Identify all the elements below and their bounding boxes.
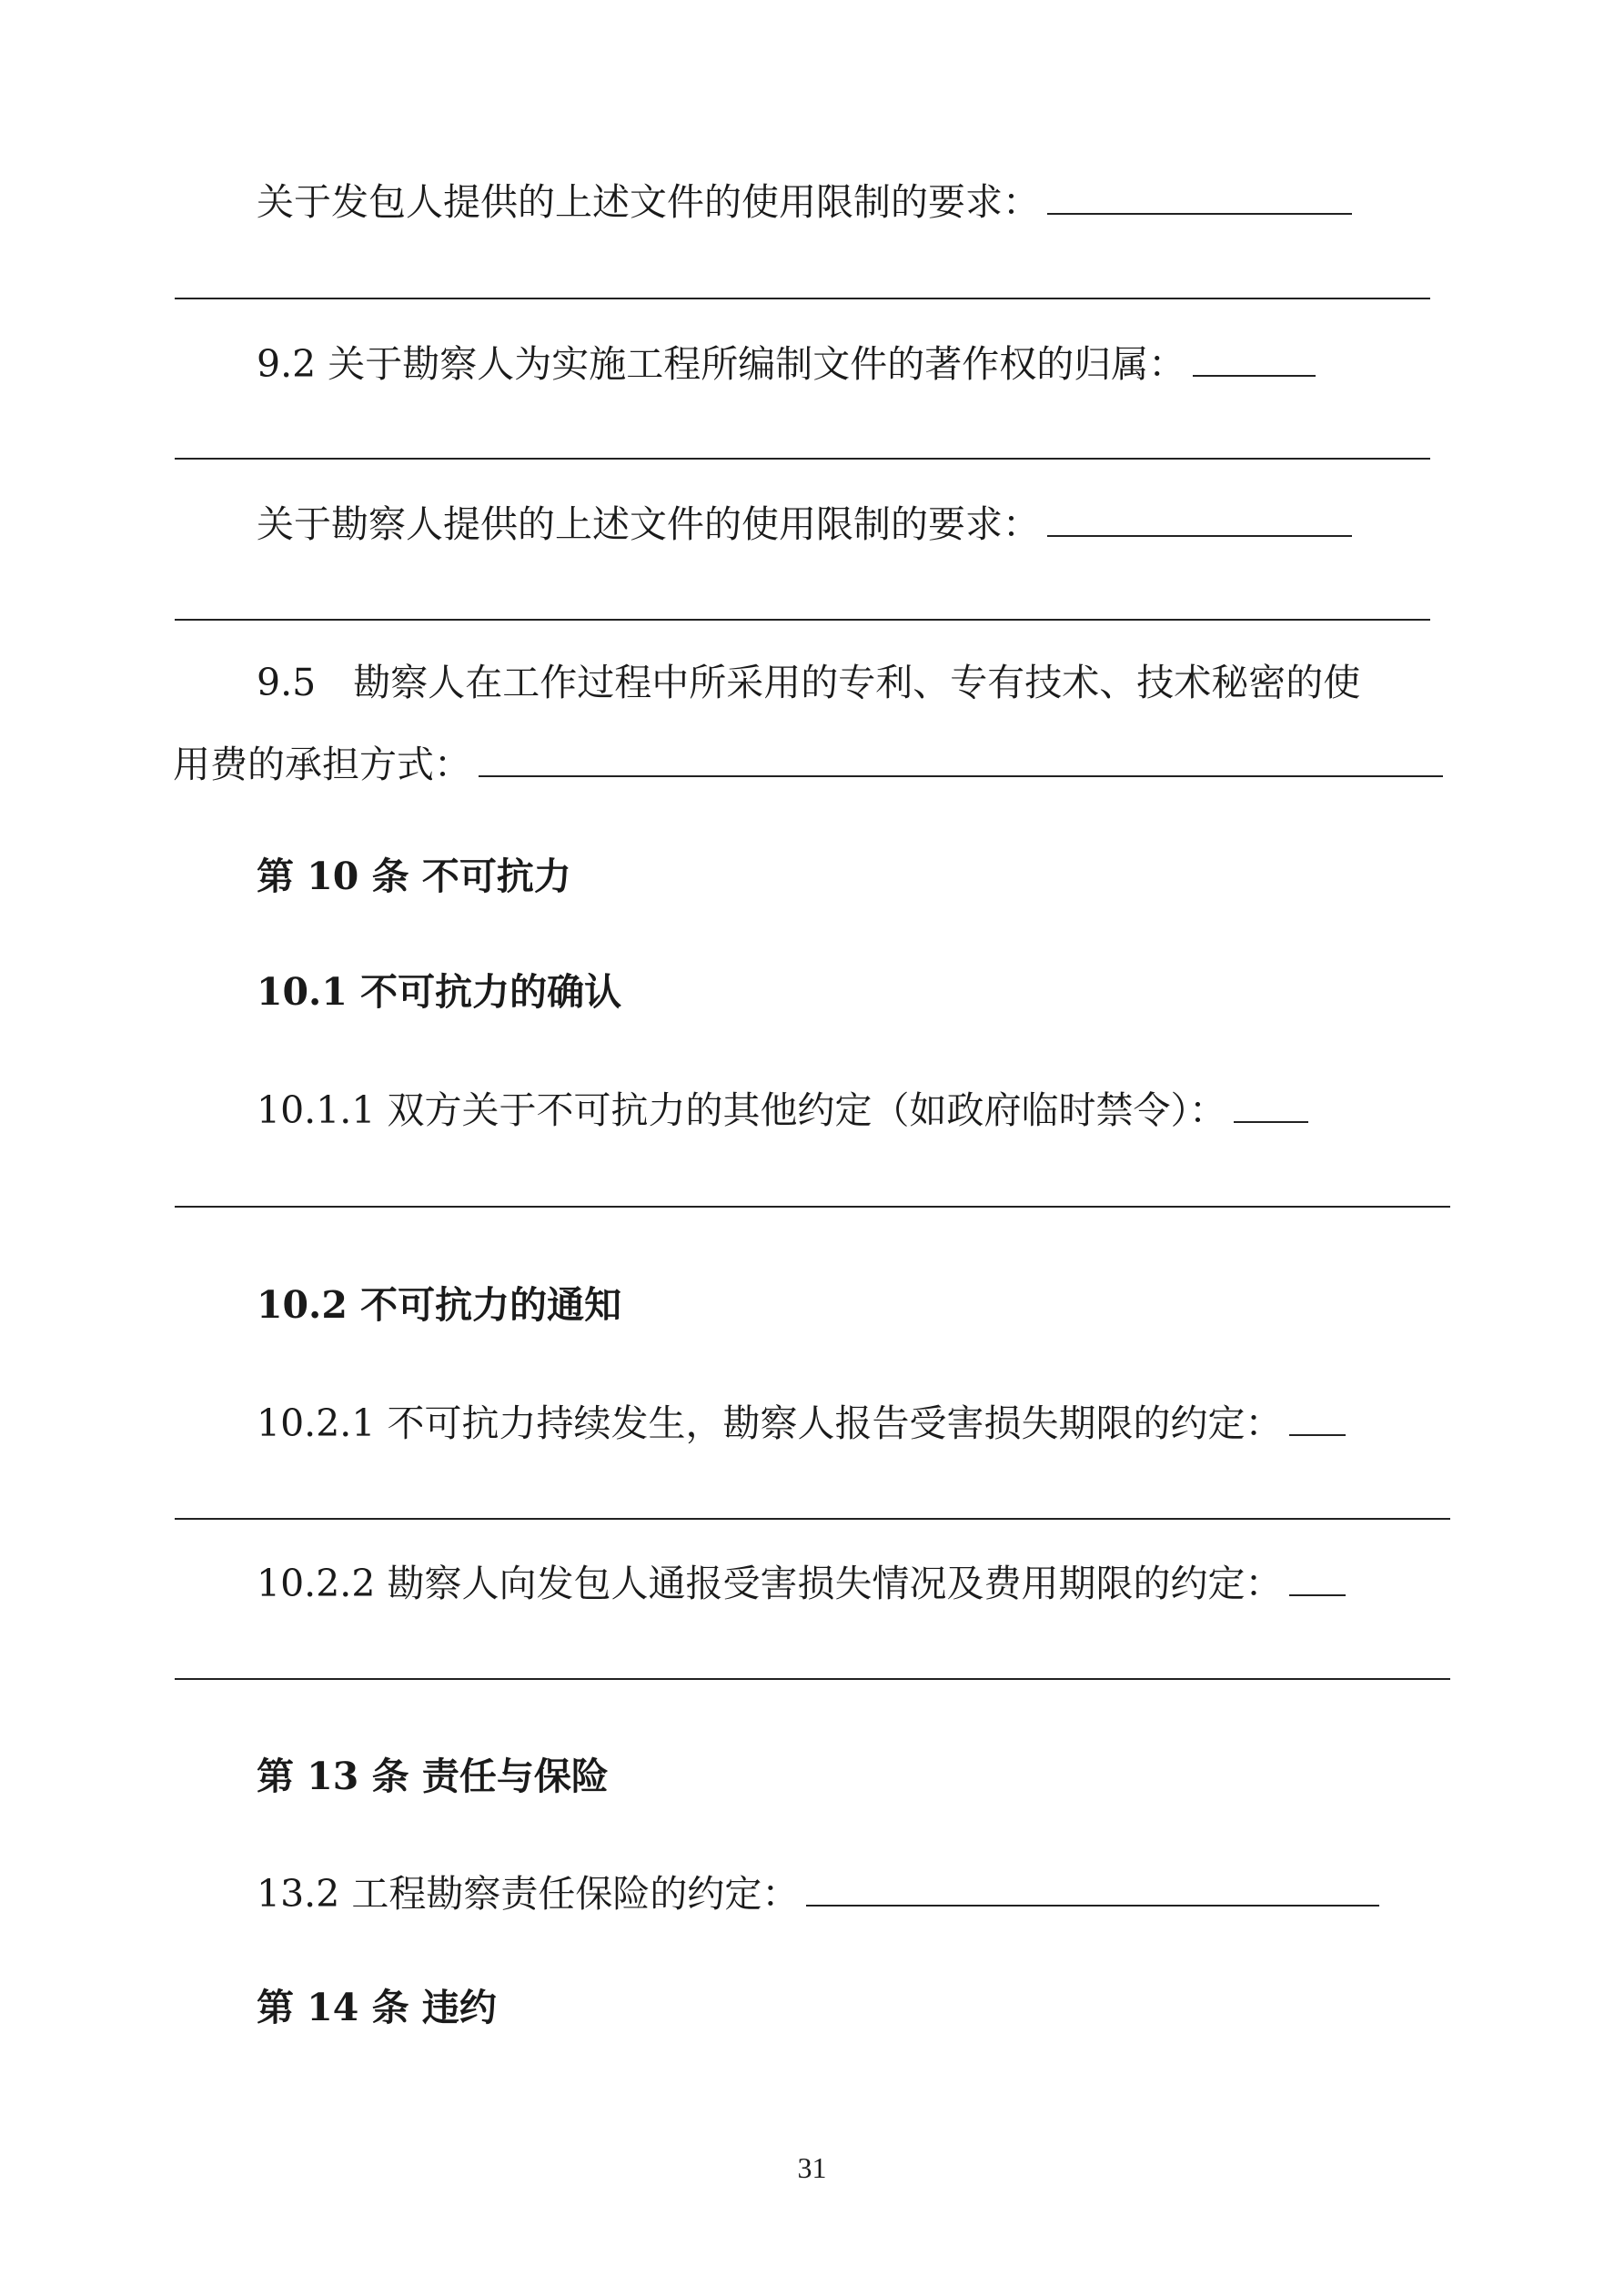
clause-employer-doc-restriction [257,175,1451,228]
clause-text: 9.5 勘察人在工作过程中所采用的专利、专有技术、技术秘密的使 [257,661,1361,704]
clause-13-2 [257,1866,1451,1919]
clause-10-1-1 [257,1083,1451,1136]
heading-text: 第 14 条 违约 [257,1986,497,2029]
clause-text: 10.2.2 勘察人向发包人通报受害损失情况及费用期限的约定： [257,1562,1283,1605]
clause-text: 10.1.1 双方关于不可抗力的其他约定（如政府临时禁令）： [257,1088,1226,1132]
fill-in-rule[interactable] [175,298,1430,299]
clause-surveyor-doc-restriction [257,497,1451,550]
clause-10-2-2 [257,1556,1451,1609]
heading-text: 第 10 条 不可抗力 [257,855,571,898]
clause-9-2 [257,337,1451,389]
fill-in-blank[interactable] [806,1866,1379,1907]
clause-10-2-1 [257,1396,1451,1449]
fill-in-rule[interactable] [175,1206,1450,1208]
clause-text: 9.2 关于勘察人为实施工程所编制文件的著作权的归属： [257,342,1186,386]
article-10-heading [257,851,1451,902]
clause-9-5 [257,657,1451,708]
clause-text: 关于发包人提供的上述文件的使用限制的要求： [257,180,1040,224]
section-10-2-heading [257,1279,1451,1330]
fill-in-rule[interactable] [175,1678,1450,1680]
fill-in-rule[interactable] [175,1518,1450,1520]
clause-text: 13.2 工程勘察责任保险的约定： [257,1872,800,1916]
page-number: 31 [797,2151,827,2184]
fill-in-blank[interactable] [1193,337,1316,377]
fill-in-rule[interactable] [175,619,1430,621]
heading-text: 第 13 条 责任与保险 [257,1755,609,1798]
fill-in-blank[interactable] [1289,1556,1346,1596]
fill-in-blank[interactable] [1289,1396,1346,1436]
heading-text: 10.1 不可抗力的确认 [257,970,622,1014]
heading-text: 10.2 不可抗力的通知 [257,1283,622,1327]
clause-text: 10.2.1 不可抗力持续发生，勘察人报告受害损失期限的约定： [257,1401,1283,1445]
article-14-heading [257,1982,1451,2033]
article-13-heading [257,1751,1451,1802]
fill-in-blank[interactable] [1047,175,1352,215]
fill-in-blank[interactable] [1234,1083,1308,1123]
fill-in-blank[interactable] [1047,497,1352,537]
section-10-1-heading [257,966,1451,1017]
clause-text: 关于勘察人提供的上述文件的使用限制的要求： [257,502,1040,546]
clause-text: 用费的承担方式： [173,743,471,786]
clause-9-5-continued [173,737,1451,790]
fill-in-rule[interactable] [175,458,1430,460]
fill-in-blank[interactable] [479,737,1443,777]
